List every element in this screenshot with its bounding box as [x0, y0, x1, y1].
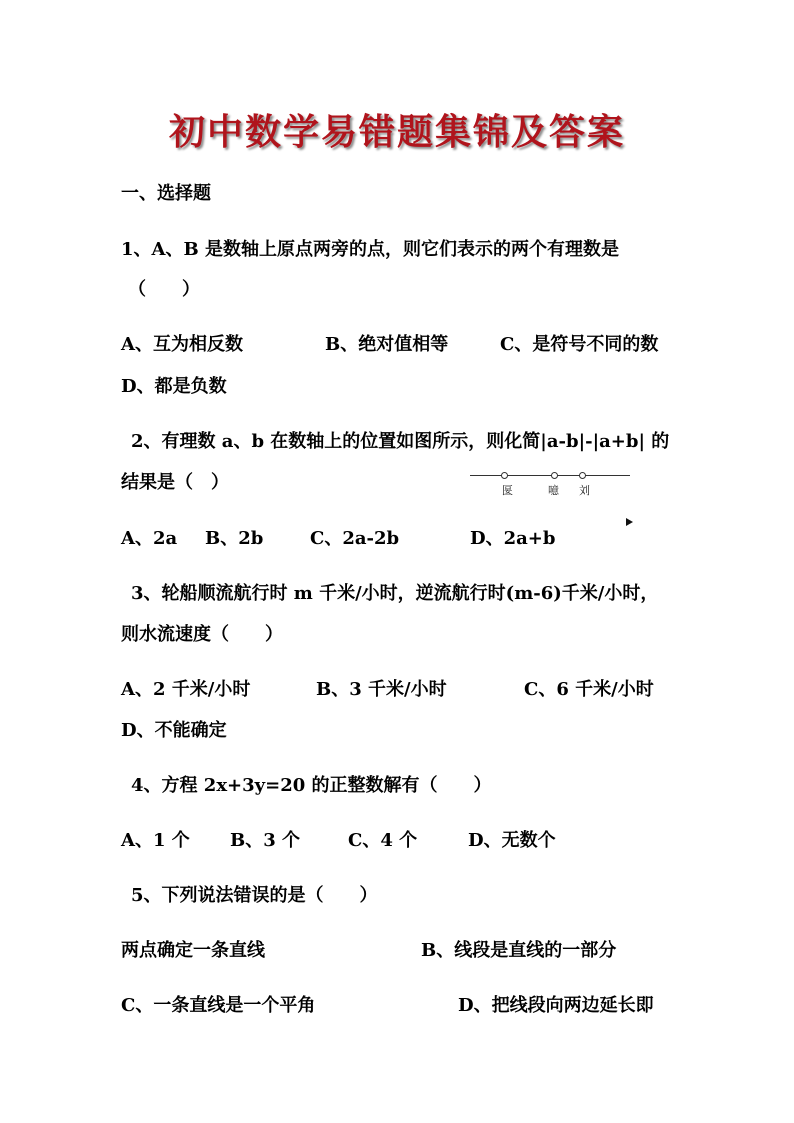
question-4-option-d: D、无数个 — [468, 830, 556, 851]
question-2-stem: 2、有理数 a、b 在数轴上的位置如图所示，则化简|a-b|-|a+b| 的 — [131, 431, 670, 452]
number-line-figure — [470, 470, 640, 530]
number-line-point — [501, 472, 508, 479]
question-3-option-d: D、不能确定 — [121, 720, 227, 741]
question-3-option-c: C、6 千米/小时 — [524, 679, 654, 700]
number-line-point — [551, 472, 558, 479]
question-3-stem-cont: 则水流速度（ ） — [121, 624, 283, 645]
question-5-option-c: C、一条直线是一个平角 — [121, 995, 316, 1016]
section-heading: 一、选择题 — [121, 183, 211, 204]
question-2-option-b: B、2b — [205, 528, 264, 549]
number-line-axis — [470, 475, 630, 476]
question-1-option-b: B、绝对值相等 — [325, 334, 449, 355]
question-4-option-a: A、1 个 — [121, 830, 190, 851]
question-4-option-c: C、4 个 — [348, 830, 418, 851]
question-5-option-a: 两点确定一条直线 — [121, 940, 265, 961]
question-2-option-c: C、2a-2b — [310, 528, 400, 549]
number-line-label: 刘 — [579, 484, 590, 497]
question-1-stem: 1、A、B 是数轴上原点两旁的点，则它们表示的两个有理数是 — [121, 239, 619, 260]
question-5-option-b: B、线段是直线的一部分 — [421, 940, 617, 961]
question-4-stem: 4、方程 2x+3y=20 的正整数解有（ ） — [131, 775, 492, 796]
question-4-option-b: B、3 个 — [230, 830, 301, 851]
arrow-icon — [626, 518, 633, 526]
question-2-stem-cont: 结果是（ ） — [121, 472, 229, 493]
question-2-option-d: D、2a+b — [470, 528, 556, 549]
question-1-blank: （ ） — [128, 279, 200, 300]
number-line-label: 噫 — [548, 484, 559, 497]
question-5-stem: 5、下列说法错误的是（ ） — [131, 885, 378, 906]
question-1-option-d: D、都是负数 — [121, 376, 227, 397]
question-3-option-b: B、3 千米/小时 — [316, 679, 447, 700]
number-line-point — [579, 472, 586, 479]
question-1-option-c: C、是符号不同的数 — [500, 334, 659, 355]
question-2-option-a: A、2a — [121, 528, 178, 549]
question-3-option-a: A、2 千米/小时 — [121, 679, 251, 700]
question-1-option-a: A、互为相反数 — [121, 334, 243, 355]
question-3-stem: 3、轮船顺流航行时 m 千米/小时，逆流航行时(m-6)千米/小时， — [131, 583, 659, 604]
document-title: 初中数学易错题集锦及答案 — [168, 111, 625, 153]
question-5-option-d: D、把线段向两边延长即 — [458, 995, 654, 1016]
number-line-label: 匽 — [502, 484, 513, 497]
